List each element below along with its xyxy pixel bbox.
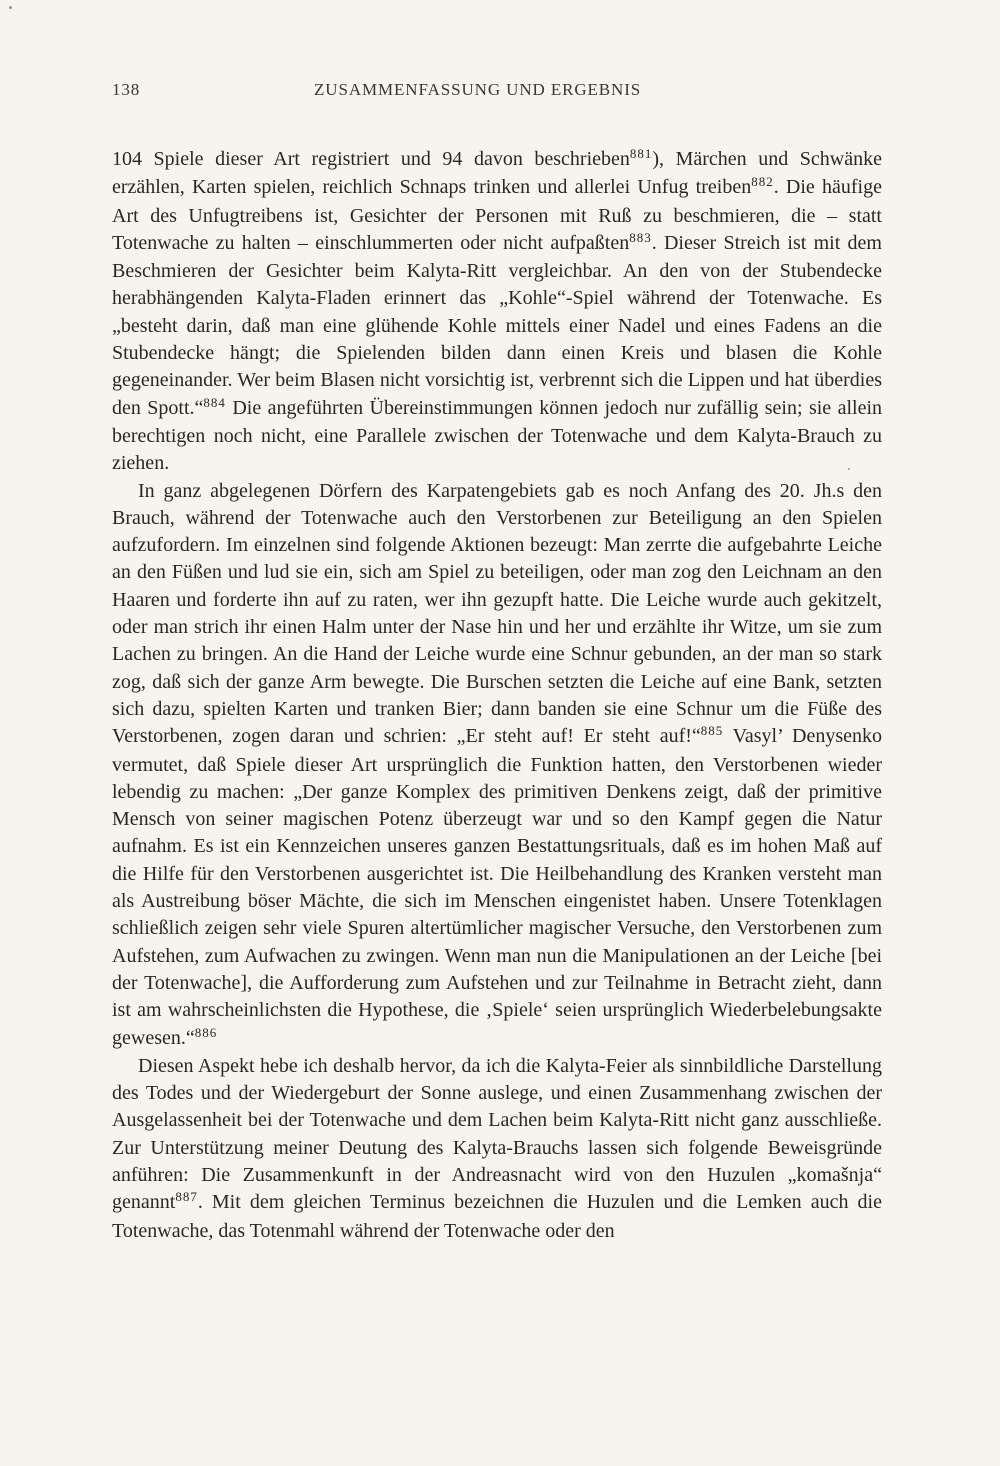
footnote-marker: 883 (629, 229, 652, 245)
footnote-marker: 886 (194, 1024, 218, 1040)
text-segment: In ganz abgelegenen Dörfern des Karpatengebiets gab es noch Anfang des 20. Jh.s den Brauch, während der Totenwache auch den Verstorbenen zur Beteiligung an den Spielen aufzufordern. Im einzelnen sind folgende Aktionen bezeugt: Man zerrte die aufgebahrte Leiche an den Füßen und lud sie ein, sich am Spiel zu beteiligen, oder man zog den Leichnam an den Haaren und forderte ihn auf zu raten, wer ihn gezupft hatte. Die Leiche wurde auch gekitzelt, oder man strich ihr einen Halm unter der Nase hin und her und erzählte ihr Witze, um sie zum Lachen zu bringen. An die Hand der Leiche wurde eine Schnur gebunden, an der man so stark zog, daß sich der ganze Arm bewegte. Die Burschen setzten die Leiche auf eine Bank, setzten sich dazu, spielten Karten und tranken Bier; dann banden sie eine Schnur um die Füße des Verstorbenen, zogen daran und schrien: „Er steht auf! Er steht auf!“ (112, 479, 882, 748)
text-segment: Vasyl’ Denysenko vermutet, daß Spiele dieser Art ursprünglich die Funktion hatten, den Verstorbenen wieder lebendig zu machen: „Der ganze Komplex des primitiven Denkens zeigt, daß der primitive Mensch von seiner magischen Potenz überzeugt war und so den Kampf gegen die Natur aufnahm. Es ist ein Kennzeichen unseres ganzen Bestattungsrituals, daß es im hohen Maß auf die Hilfe für den Verstorbenen ausgerichtet ist. Die Heilbehandlung des Kranken versteht man als Austreibung böser Mächte, die sich im Menschen eingenistet haben. Unsere Totenklagen schließlich zeigen sehr viele Spuren altertümlicher magischer Versuche, den Verstorbenen zum Aufstehen, zum Aufwachen zu zwingen. Wenn man nun die Manipulationen an der Leiche [bei der Totenwache], die Aufforderung zum Aufstehen und zur Teilnahme in Betracht zieht, dann ist am wahrscheinlichsten die Hypothese, die ‚Spiele‘ seien ursprünglich Wiederbelebungsakte gewesen.“ (112, 725, 882, 1049)
text-segment: Die angeführten Übereinstimmungen können jedoch nur zufällig sein; sie allein berechtigen noch nicht, eine Parallele zwischen der Totenwache und dem Kalyta-Brauch zu ziehen. (112, 396, 882, 475)
paper-speck (9, 6, 12, 9)
paragraph-p2 (112, 478, 882, 1053)
footnote-marker: 882 (751, 174, 774, 190)
text-segment: . Mit dem gleichen Terminus bezeichnen die Huzulen und die Lemken auch die Totenwache, das Totenmahl während der Totenwache oder den (112, 1191, 882, 1242)
text-segment: 104 Spiele dieser Art registriert und 94 davon beschrieben (112, 148, 630, 170)
footnote-marker: 884 (203, 394, 226, 410)
text-segment: ), Märchen und Schwänke erzählen, Karten spielen, reichlich Schnaps trinken und allerlei Unfug treiben (112, 148, 882, 199)
paragraph-p1 (112, 146, 882, 478)
body-text (112, 146, 882, 1245)
footnote-marker: 885 (700, 723, 724, 739)
paper-speck (848, 468, 850, 470)
paragraph-p3 (112, 1053, 882, 1245)
footnote-marker: 881 (629, 146, 653, 161)
text-segment: . Dieser Streich ist mit dem Beschmieren der Gesichter beim Kalyta-Ritt vergleichbar. An den von der Stubendecke herabhängenden Kalyta-Fladen erinnert das „Kohle“-Spiel während der Totenwache. Es „besteht darin, daß man eine glühende Kohle mittels einer Nadel und eines Fadens an die Stubendecke hängt; die Spielenden bilden dann einen Kreis und blasen die Kohle gegeneinander. Wer beim Blasen nicht vorsichtig ist, verbrennt sich die Lippen und hat überdies den Spott.“ (112, 231, 882, 419)
running-head: ZUSAMMENFASSUNG UND ERGEBNIS (314, 80, 642, 99)
footnote-marker: 887 (175, 1189, 198, 1205)
text-segment: Diesen Aspekt hebe ich deshalb hervor, da ich die Kalyta-Feier als sinnbildliche Darstellung des Todes und der Wiedergeburt der Sonne auslege, und einen Zusammenhang zwischen der Ausgelassenheit bei der Totenwache und dem Lachen beim Kalyta-Ritt nicht ganz ausschließe. Zur Unterstützung meiner Deutung des Kalyta-Brauchs lassen sich folgende Beweisgründe anführen: Die Zusammenkunft in der Andreasnacht wird von den Huzulen „komašnja“ genannt (112, 1054, 882, 1214)
page-number: 138 (112, 80, 141, 99)
text-segment: . Die häufige Art des Unfugtreibens ist, Gesichter der Personen mit Ruß zu beschmieren, die – statt Totenwache zu halten – einschlummerten oder nicht aufpaßten (112, 176, 882, 254)
